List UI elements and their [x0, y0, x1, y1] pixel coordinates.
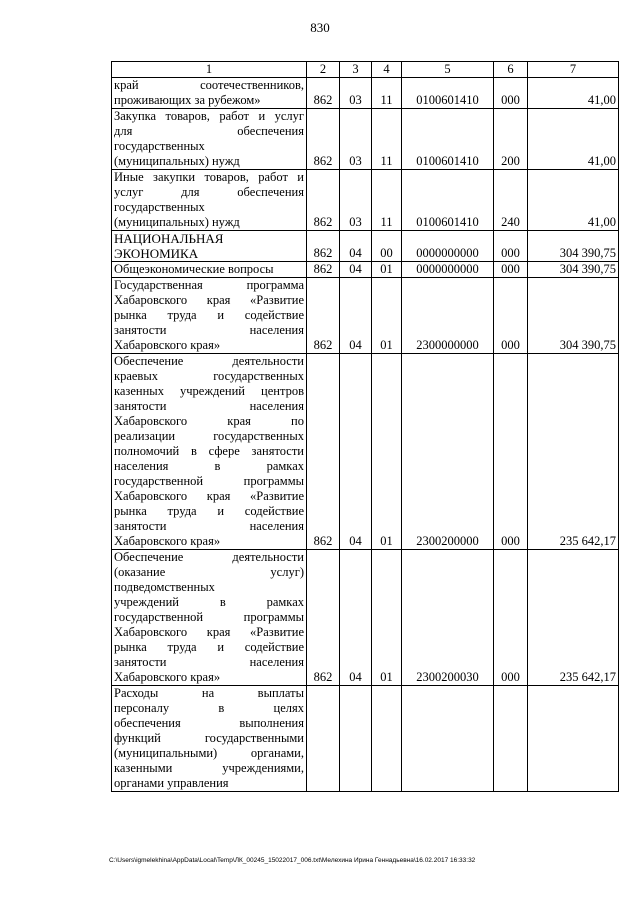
- column-header: 6: [494, 62, 528, 78]
- budget-table: [111, 61, 619, 792]
- row-name-line: населения в рамках: [114, 459, 304, 473]
- column-header: 5: [402, 62, 494, 78]
- table-header-row: [112, 62, 619, 78]
- row-name-cell: [112, 109, 307, 170]
- row-name-line: Обеспечение деятельности: [114, 550, 304, 564]
- cell-c2: 862: [307, 109, 340, 170]
- row-name-line: учреждений в рамках: [114, 595, 304, 609]
- row-name-line: Обеспечение деятельности: [114, 354, 304, 368]
- row-name-line: Хабаровского края по: [114, 414, 304, 428]
- row-name-cell: [112, 354, 307, 550]
- column-header: 2: [307, 62, 340, 78]
- cell-c3: 04: [340, 278, 372, 354]
- cell-c2: 862: [307, 262, 340, 278]
- cell-c6: 200: [494, 109, 528, 170]
- table-row: [112, 550, 619, 686]
- cell-c3: 03: [340, 78, 372, 109]
- row-name-line: рынка труда и содействие: [114, 308, 304, 322]
- row-name-line: Государственная программа: [114, 278, 304, 292]
- cell-c5: 2300200000: [402, 354, 494, 550]
- cell-c7: 304 390,75: [528, 262, 619, 278]
- row-name-line: функций государственными: [114, 731, 304, 745]
- row-name-line: Хабаровского края»: [114, 670, 221, 684]
- cell-c4: 00: [372, 231, 402, 262]
- table-row: [112, 170, 619, 231]
- cell-c7: 235 642,17: [528, 550, 619, 686]
- cell-c3: 04: [340, 231, 372, 262]
- row-name-line: обеспечения выполнения: [114, 716, 304, 730]
- cell-c5: 0100601410: [402, 78, 494, 109]
- row-name-line: для обеспечения: [114, 124, 304, 138]
- cell-c3: 04: [340, 354, 372, 550]
- cell-c5: 2300000000: [402, 278, 494, 354]
- row-name-cell: [112, 78, 307, 109]
- row-name-line: реализации государственных: [114, 429, 304, 443]
- cell-c4: 01: [372, 354, 402, 550]
- row-name-line: полномочий в сфере занятости: [114, 444, 304, 458]
- row-name-cell: [112, 170, 307, 231]
- table-row: [112, 262, 619, 278]
- cell-c6: 000: [494, 78, 528, 109]
- cell-c7: 41,00: [528, 78, 619, 109]
- file-path-footer: C:\Users\igmelekhina\AppData\Local\Temp\ЛК_00245_15022017_006.txt\Мелехина Ирина Геннадьевна\16.02.2017 16:33:32: [109, 857, 476, 864]
- cell-c3: 03: [340, 170, 372, 231]
- row-name-line: подведомственных: [114, 580, 215, 594]
- cell-c5: 0000000000: [402, 231, 494, 262]
- cell-c7: 304 390,75: [528, 278, 619, 354]
- column-header: 3: [340, 62, 372, 78]
- cell-c3: 03: [340, 109, 372, 170]
- cell-c7: 235 642,17: [528, 354, 619, 550]
- column-header: 1: [112, 62, 307, 78]
- cell-c2: 862: [307, 550, 340, 686]
- cell-c4: 11: [372, 109, 402, 170]
- cell-c2: 862: [307, 78, 340, 109]
- row-name-line: рынка труда и содействие: [114, 640, 304, 654]
- cell-c2: 862: [307, 170, 340, 231]
- row-name-line: Иные закупки товаров, работ и: [114, 170, 304, 184]
- table-row: [112, 231, 619, 262]
- table-row: [112, 278, 619, 354]
- row-name-line: (муниципальными) органами,: [114, 746, 304, 760]
- cell-c5: 0000000000: [402, 262, 494, 278]
- cell-c5: [402, 686, 494, 792]
- column-header: 7: [528, 62, 619, 78]
- row-name-cell: [112, 686, 307, 792]
- row-name-line: (муниципальных) нужд: [114, 215, 240, 229]
- cell-c2: 862: [307, 278, 340, 354]
- cell-c6: 000: [494, 262, 528, 278]
- cell-c6: 000: [494, 550, 528, 686]
- cell-c4: 11: [372, 78, 402, 109]
- row-name-line: государственной программы: [114, 610, 304, 624]
- cell-c4: [372, 686, 402, 792]
- row-name-line: (муниципальных) нужд: [114, 154, 240, 168]
- row-name-line: казенными учреждениями,: [114, 761, 304, 775]
- cell-c5: 0100601410: [402, 109, 494, 170]
- cell-c5: 2300200030: [402, 550, 494, 686]
- cell-c7: [528, 686, 619, 792]
- row-name-line: органами управления: [114, 776, 229, 790]
- row-name-line: государственных: [114, 139, 205, 153]
- cell-c6: 240: [494, 170, 528, 231]
- row-name-line: занятости населения: [114, 655, 304, 669]
- row-name-line: Закупка товаров, работ и услуг: [114, 109, 304, 123]
- cell-c4: 01: [372, 278, 402, 354]
- table-row: [112, 686, 619, 792]
- row-name-line: край соотечественников,: [114, 78, 304, 92]
- cell-c7: 304 390,75: [528, 231, 619, 262]
- row-name-cell: [112, 550, 307, 686]
- cell-c4: 01: [372, 262, 402, 278]
- table-row: [112, 354, 619, 550]
- cell-c3: 04: [340, 262, 372, 278]
- cell-c7: 41,00: [528, 170, 619, 231]
- row-name-line: проживающих за рубежом»: [114, 93, 261, 107]
- row-name-line: услуг для обеспечения: [114, 185, 304, 199]
- cell-c2: 862: [307, 354, 340, 550]
- row-name-line: ЭКОНОМИКА: [114, 246, 199, 261]
- cell-c6: 000: [494, 354, 528, 550]
- cell-c7: 41,00: [528, 109, 619, 170]
- page-number: 830: [310, 20, 330, 35]
- cell-c2: 862: [307, 231, 340, 262]
- row-name-line: рынка труда и содействие: [114, 504, 304, 518]
- row-name-line: занятости населения: [114, 399, 304, 413]
- table-row: [112, 109, 619, 170]
- row-name-line: (оказание услуг): [114, 565, 304, 579]
- row-name-line: Хабаровского края «Развитие: [114, 625, 304, 639]
- row-name-line: Хабаровского края «Развитие: [114, 489, 304, 503]
- row-name-line: НАЦИОНАЛЬНАЯ: [114, 231, 224, 246]
- cell-c4: 11: [372, 170, 402, 231]
- cell-c3: [340, 686, 372, 792]
- row-name-line: Общеэкономические вопросы: [114, 262, 274, 276]
- cell-c2: [307, 686, 340, 792]
- row-name-cell: [112, 231, 307, 262]
- column-header: 4: [372, 62, 402, 78]
- row-name-line: Хабаровского края «Развитие: [114, 293, 304, 307]
- row-name-cell: [112, 262, 307, 278]
- cell-c6: 000: [494, 231, 528, 262]
- row-name-line: Хабаровского края»: [114, 338, 221, 352]
- row-name-line: занятости населения: [114, 323, 304, 337]
- row-name-line: краевых государственных: [114, 369, 304, 383]
- cell-c6: 000: [494, 278, 528, 354]
- row-name-line: государственных: [114, 200, 205, 214]
- row-name-line: персоналу в целях: [114, 701, 304, 715]
- cell-c6: [494, 686, 528, 792]
- cell-c3: 04: [340, 550, 372, 686]
- row-name-cell: [112, 278, 307, 354]
- row-name-line: занятости населения: [114, 519, 304, 533]
- row-name-line: государственной программы: [114, 474, 304, 488]
- cell-c4: 01: [372, 550, 402, 686]
- table-row: [112, 78, 619, 109]
- cell-c5: 0100601410: [402, 170, 494, 231]
- row-name-line: Расходы на выплаты: [114, 686, 304, 700]
- row-name-line: казенных учреждений центров: [114, 384, 304, 398]
- row-name-line: Хабаровского края»: [114, 534, 221, 548]
